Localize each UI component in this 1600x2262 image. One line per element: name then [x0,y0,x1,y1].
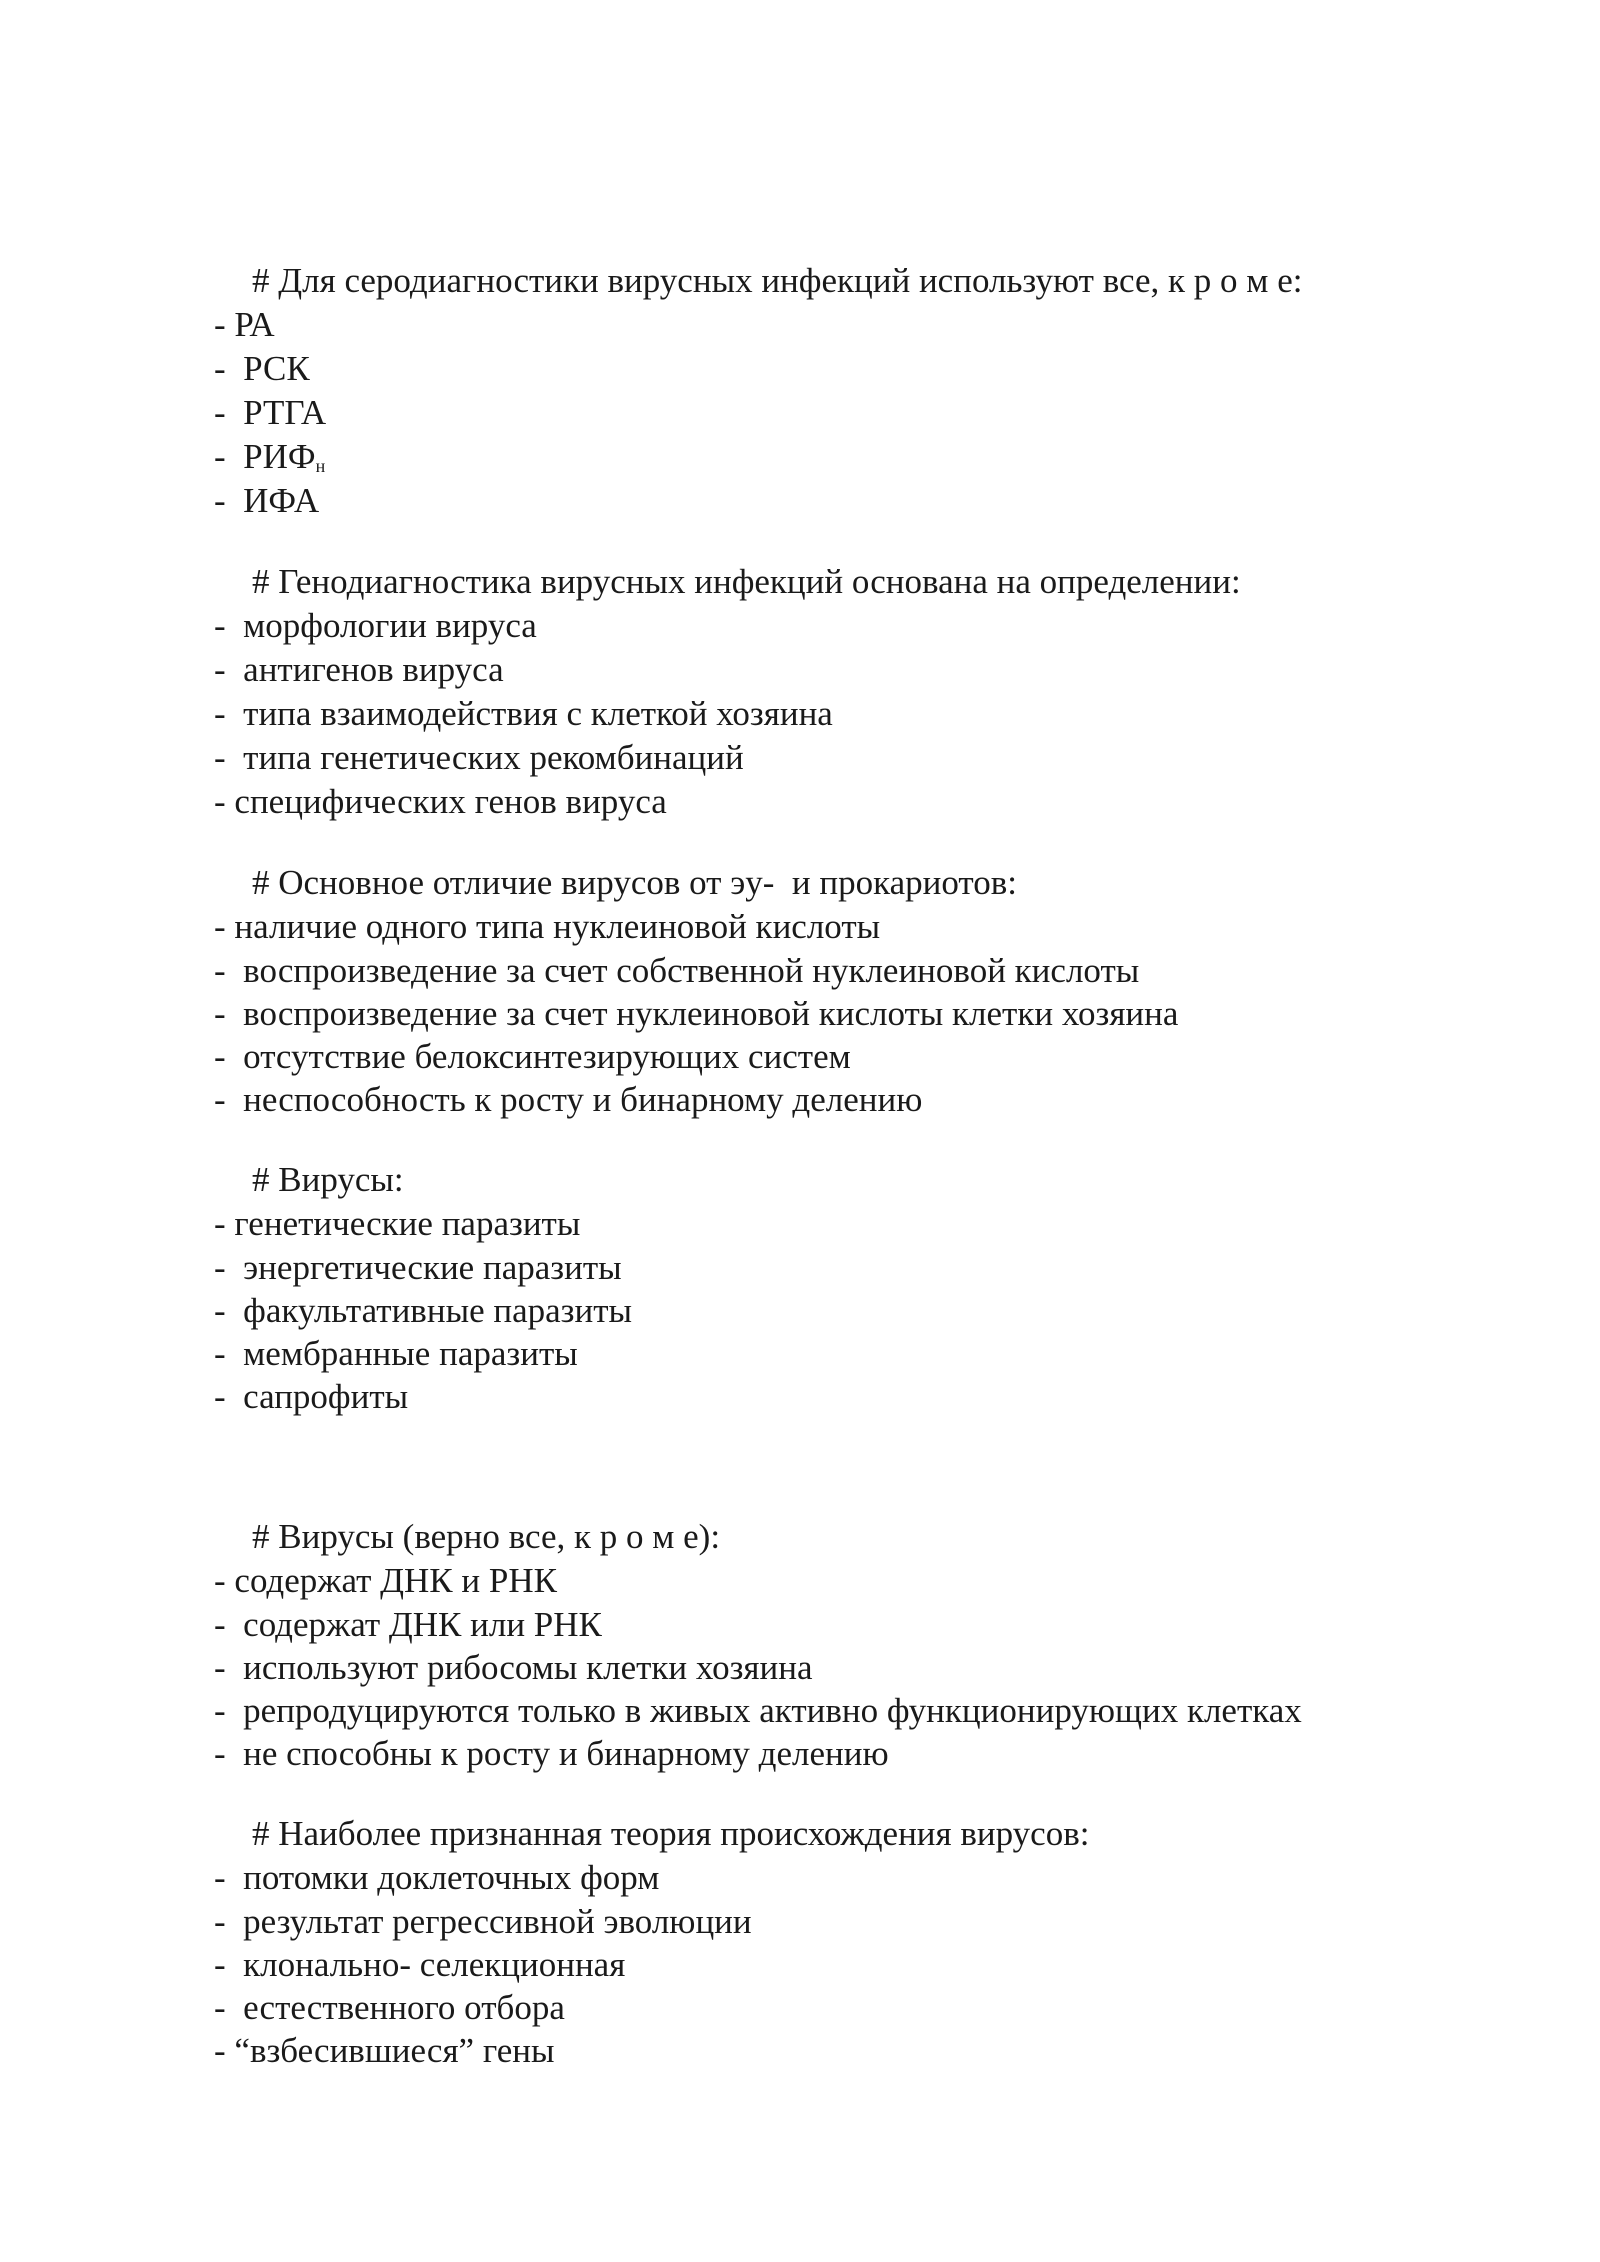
answer-item: - сапрофиты [214,1377,409,1416]
answer-item: - факультативные паразиты [214,1291,633,1330]
answer-item: - РА [214,305,275,344]
answer-item: - РТГА [214,393,327,432]
answer-item: - типа взаимодействия с клеткой хозяина [214,694,833,733]
answer-item: - ИФА [214,481,320,520]
answer-item: - воспроизведение за счет нуклеиновой кислоты клетки хозяина [214,994,1179,1033]
question-title: # Основное отличие вирусов от эу- и прокариотов: [252,863,1017,902]
question-1 [214,258,1514,523]
answer-item: - результат регрессивной эволюции [214,1902,752,1941]
answer-item: - специфических генов вируса [214,782,667,821]
answer-item: - содержат ДНК или РНК [214,1605,602,1644]
answer-list [214,1856,1514,2072]
answer-item: - $РИФ_н$ [214,437,326,476]
question-title: # Вирусы (верно все, к р о м е): [252,1517,721,1556]
answer-item: - отсутствие белоксинтезирующих систем [214,1037,851,1076]
answer-item: - содержат ДНК и РНК [214,1561,557,1600]
answer-list [214,1559,1514,1775]
answer-item: - морфологии вируса [214,606,537,645]
answer-item: - наличие одного типа нуклеиновой кислоты [214,907,881,946]
answer-item: - энергетические паразиты [214,1248,622,1287]
question-6 [214,1811,1514,2072]
answer-item: - генетические паразиты [214,1204,581,1243]
answer-item: - воспроизведение за счет собственной нуклеиновой кислоты [214,951,1140,990]
answer-item: - “взбесившиеся” гены [214,2031,555,2070]
question-title: # Для серодиагностики вирусных инфекций используют все, к р о м е: [252,261,1303,300]
answer-item: - естественного отбора [214,1988,565,2027]
answer-item: - потомки доклеточных форм [214,1858,660,1897]
answer-item: - типа генетических рекомбинаций [214,738,744,777]
answer-item: - не способны к росту и бинарному делению [214,1734,889,1773]
question-title: # Вирусы: [252,1160,404,1199]
answer-list [214,604,1514,824]
answer-item: - используют рибосомы клетки хозяина [214,1648,813,1687]
answer-item: - клонально- селекционная [214,1945,626,1984]
answer-item: - антигенов вируса [214,650,504,689]
subscript: н [315,456,326,476]
answer-item: - РСК [214,349,310,388]
question-4 [214,1157,1514,1418]
answer-list [214,905,1514,1121]
answer-item: - репродуцируются только в живых активно функционирующих клетках [214,1691,1302,1730]
question-title: # Наиболее признанная теория происхождения вирусов: [252,1814,1090,1853]
answer-list [214,303,1514,523]
question-title: # Генодиагностика вирусных инфекций основана на определении: [252,562,1241,601]
answer-list [214,1202,1514,1418]
question-5 [214,1514,1514,1775]
answer-item: - мембранные паразиты [214,1334,578,1373]
question-3 [214,860,1514,1121]
document-page [214,258,1514,2108]
answer-item: - неспособность к росту и бинарному делению [214,1080,923,1119]
question-2 [214,559,1514,824]
